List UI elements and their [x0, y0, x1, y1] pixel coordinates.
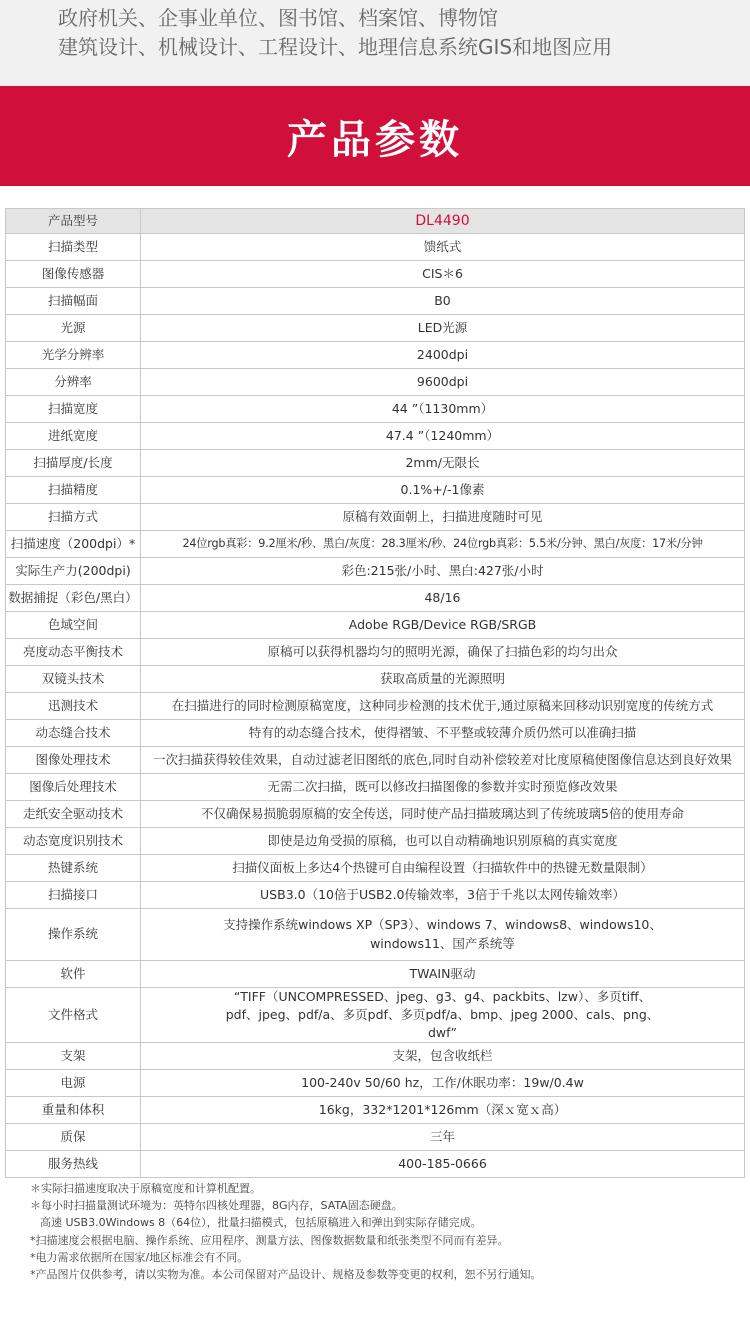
- intro-line-design-fields: 建筑设计、机械设计、工程设计、地理信息系统GIS和地图应用: [58, 35, 613, 59]
- spec-label: 扫描类型: [6, 234, 141, 261]
- spec-label: 亮度动态平衡技术: [6, 639, 141, 666]
- spec-value: DL4490: [141, 209, 745, 234]
- spec-row: [6, 315, 745, 342]
- spec-value: TWAIN驱动: [141, 961, 745, 988]
- spec-label: 走纸安全驱动技术: [6, 801, 141, 828]
- spec-row: [6, 396, 745, 423]
- spec-row: [6, 988, 745, 1043]
- section-banner: [0, 86, 750, 186]
- spec-row: [6, 961, 745, 988]
- spec-label: 扫描精度: [6, 477, 141, 504]
- spec-label: 分辨率: [6, 369, 141, 396]
- spec-label: 扫描方式: [6, 504, 141, 531]
- spec-row: [6, 288, 745, 315]
- spec-row: [6, 693, 745, 720]
- spec-value: 在扫描进行的同时检测原稿宽度，这种同步检测的技术优于,通过原稿来回移动识别宽度的传统方式: [141, 693, 745, 720]
- spec-value: 47.4 ”（1240mm）: [141, 423, 745, 450]
- spec-label: 扫描厚度/长度: [6, 450, 141, 477]
- spec-value: 馈纸式: [141, 234, 745, 261]
- spec-label: 电源: [6, 1070, 141, 1097]
- spec-row: [6, 828, 745, 855]
- spec-value: 原稿可以获得机器均匀的照明光源，确保了扫描色彩的均匀出众: [141, 639, 745, 666]
- footnote: *扫描速度会根据电脑、操作系统、应用程序、测量方法、图像数据数量和纸张类型不同而有差异。: [30, 1233, 509, 1247]
- spec-row: [6, 747, 745, 774]
- spec-label: 产品型号: [6, 209, 141, 234]
- banner-title: 产品参数: [287, 116, 463, 163]
- spec-value: 特有的动态缝合技术，使得褶皱、不平整或较薄介质仍然可以准确扫描: [141, 720, 745, 747]
- spec-value-text: 支持操作系统windows XP（SP3）、windows 7、windows8、windows10、windows11、国产系统等: [223, 917, 662, 951]
- spec-value: 2400dpi: [141, 342, 745, 369]
- spec-row: [6, 1151, 745, 1178]
- spec-label: 重量和体积: [6, 1097, 141, 1124]
- spec-value: 彩色:215张/小时、黑白:427张/小时: [141, 558, 745, 585]
- spec-value: LED光源: [141, 315, 745, 342]
- intro-line-applications: 政府机关、企事业单位、图书馆、档案馆、博物馆: [58, 6, 498, 30]
- spec-value: 获取高质量的光源照明: [141, 666, 745, 693]
- intro-section: [0, 0, 750, 86]
- spec-value: Adobe RGB/Device RGB/SRGB: [141, 612, 745, 639]
- spec-value: 400-185-0666: [141, 1151, 745, 1178]
- spec-value: 0.1%+/-1像素: [141, 477, 745, 504]
- spec-row: [6, 666, 745, 693]
- spec-label: 软件: [6, 961, 141, 988]
- spec-value: 三年: [141, 1124, 745, 1151]
- spec-label: 色域空间: [6, 612, 141, 639]
- spec-label: 热键系统: [6, 855, 141, 882]
- footnote: ＊每小时扫描量测试环境为：英特尔四核处理器，8G内存，SATA固态硬盘。: [30, 1199, 403, 1213]
- footnote: *电力需求依据所在国家/地区标准会有不同。: [30, 1250, 249, 1264]
- spec-value: 48/16: [141, 585, 745, 612]
- spec-label: 操作系统: [6, 909, 141, 961]
- spec-row: [6, 261, 745, 288]
- spec-row: [6, 234, 745, 261]
- spec-row: [6, 504, 745, 531]
- spec-row: [6, 450, 745, 477]
- spec-value: 无需二次扫描，既可以修改扫描图像的参数并实时预览修改效果: [141, 774, 745, 801]
- spec-label: 质保: [6, 1124, 141, 1151]
- spec-value: [141, 988, 745, 1043]
- spec-value: 原稿有效面朝上，扫描进度随时可见: [141, 504, 745, 531]
- spec-label: 扫描幅面: [6, 288, 141, 315]
- spec-value: 9600dpi: [141, 369, 745, 396]
- spec-value: 一次扫描获得较佳效果，自动过滤老旧图纸的底色,同时自动补偿较差对比度原稿使图像信息达到良好效果: [141, 747, 745, 774]
- spec-value: 16kg，332*1201*126mm（深ｘ宽ｘ高）: [141, 1097, 745, 1124]
- spec-label: 实际生产力(200dpi): [6, 558, 141, 585]
- spec-row: [6, 612, 745, 639]
- spec-row: [6, 720, 745, 747]
- spec-label: 支架: [6, 1043, 141, 1070]
- spec-row: [6, 855, 745, 882]
- spec-label: 图像传感器: [6, 261, 141, 288]
- spec-label: 进纸宽度: [6, 423, 141, 450]
- spec-row: [6, 909, 745, 961]
- spec-row: [6, 342, 745, 369]
- spec-row: [6, 1124, 745, 1151]
- spec-label: 迅测技术: [6, 693, 141, 720]
- spec-row: [6, 423, 745, 450]
- spec-row: [6, 1097, 745, 1124]
- spec-label: 动态缝合技术: [6, 720, 141, 747]
- spec-value: B0: [141, 288, 745, 315]
- spec-label: 文件格式: [6, 988, 141, 1043]
- footnote: *产品图片仅供参考，请以实物为准。本公司保留对产品设计、规格及参数等变更的权利，恕不另行通知。: [30, 1268, 542, 1282]
- spec-label: 扫描速度（200dpi）*: [6, 531, 141, 558]
- spec-value: 不仅确保易损脆弱原稿的安全传送，同时使产品扫描玻璃达到了传统玻璃5倍的使用寿命: [141, 801, 745, 828]
- spec-row: [6, 558, 745, 585]
- spec-row: [6, 209, 745, 234]
- spec-label: 光源: [6, 315, 141, 342]
- spec-label: 图像处理技术: [6, 747, 141, 774]
- spec-label: 扫描接口: [6, 882, 141, 909]
- spec-label: 动态宽度识别技术: [6, 828, 141, 855]
- spec-table: [5, 208, 745, 1178]
- spec-value: 扫描仪面板上多达4个热键可自由编程设置（扫描软件中的热键无数量限制）: [141, 855, 745, 882]
- spec-value: 44 ”（1130mm）: [141, 396, 745, 423]
- spec-label: 双镜头技术: [6, 666, 141, 693]
- spec-value: 2mm/无限长: [141, 450, 745, 477]
- spec-value: USB3.0（10倍于USB2.0传输效率，3倍于千兆以太网传输效率）: [141, 882, 745, 909]
- spec-value: CIS＊6: [141, 261, 745, 288]
- spec-row: [6, 774, 745, 801]
- spec-row: [6, 1070, 745, 1097]
- spec-value: [141, 909, 745, 961]
- footnote: 高速 USB3.0Windows 8（64位），批量扫描模式，包括原稿进入和弹出到实际存储完成。: [40, 1216, 482, 1230]
- spec-label: 服务热线: [6, 1151, 141, 1178]
- spec-label: 数据捕捉（彩色/黑白）: [6, 585, 141, 612]
- spec-value: 即使是边角受损的原稿，也可以自动精确地识别原稿的真实宽度: [141, 828, 745, 855]
- spec-value: 24位rgb真彩：9.2厘米/秒、黑白/灰度：28.3厘米/秒、24位rgb真彩：5.5米/分钟、黑白/灰度：17米/分钟: [141, 531, 745, 558]
- spec-row: [6, 801, 745, 828]
- spec-table-body: [6, 209, 745, 1178]
- footnote: ＊实际扫描速度取决于原稿宽度和计算机配置。: [30, 1182, 261, 1195]
- spec-row: [6, 585, 745, 612]
- footnotes: [30, 1180, 730, 1283]
- spec-row: [6, 531, 745, 558]
- spec-row: [6, 1043, 745, 1070]
- spec-value-text: “TIFF（UNCOMPRESSED、jpeg、g3、g4、packbits、lzw）、多页tiff、pdf、jpeg、pdf/a、多页pdf、多页pdf/a、bmp、jpeg 2000、cals、png、dwf”: [225, 989, 660, 1041]
- spec-row: [6, 882, 745, 909]
- spec-label: 光学分辨率: [6, 342, 141, 369]
- spec-label: 扫描宽度: [6, 396, 141, 423]
- spec-label: 图像后处理技术: [6, 774, 141, 801]
- spec-row: [6, 369, 745, 396]
- spec-value: 支架，包含收纸栏: [141, 1043, 745, 1070]
- spec-value: 100-240v 50/60 hz，工作/休眠功率：19w/0.4w: [141, 1070, 745, 1097]
- spec-row: [6, 639, 745, 666]
- spec-row: [6, 477, 745, 504]
